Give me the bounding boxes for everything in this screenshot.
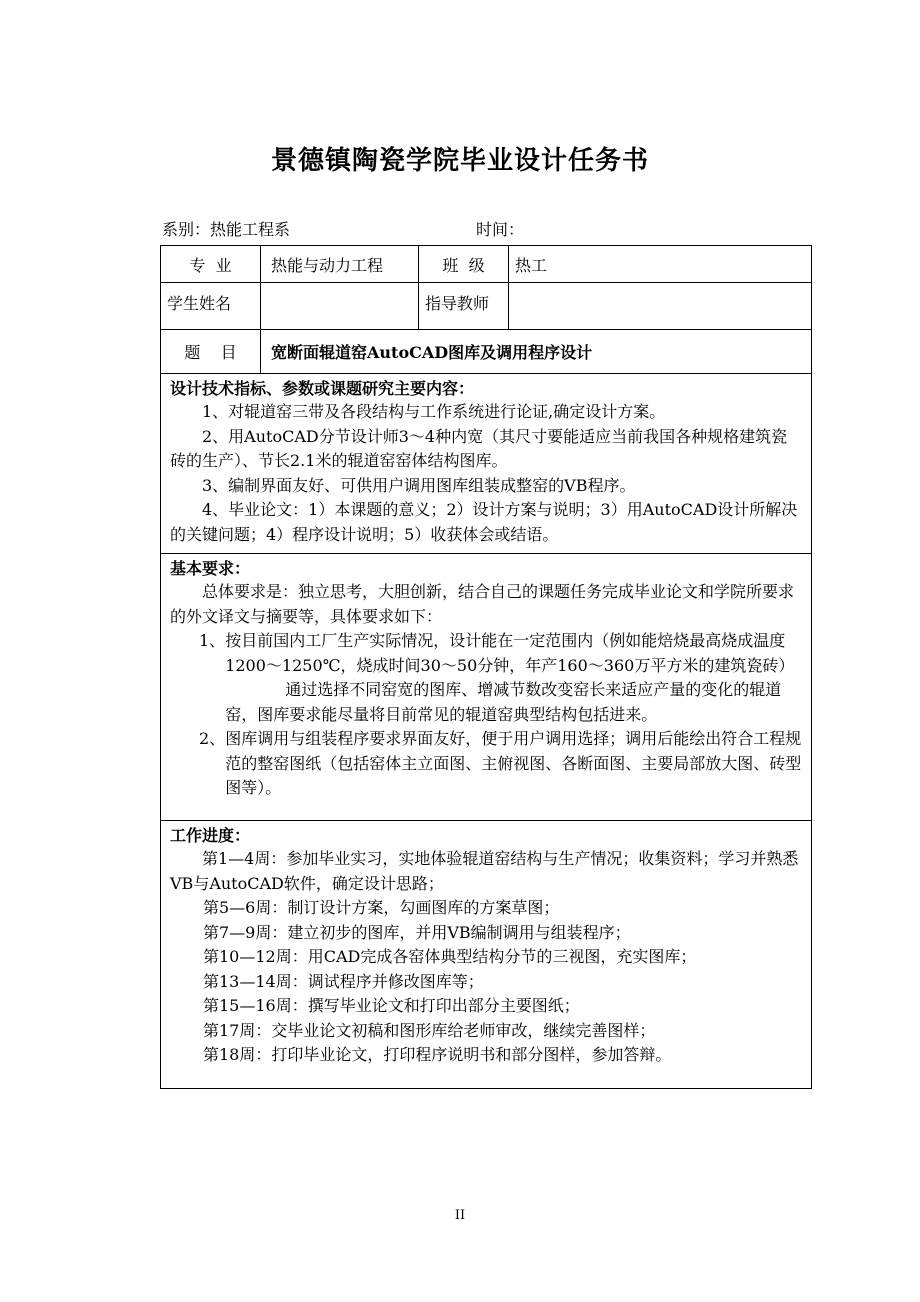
- content-heading: 设计技术指标、参数或课题研究主要内容：: [170, 379, 475, 398]
- schedule-item: 第7—9周：建立初步的图库，并用VB编制调用与组装程序；: [203, 922, 631, 942]
- schedule-item: 第13—14周：调试程序并修改图库等；: [203, 971, 484, 991]
- class-label: 班 级: [419, 246, 509, 282]
- table-row-student: [161, 283, 811, 330]
- department-label: 系别：热能工程系: [162, 220, 291, 239]
- time-label: 时间：: [476, 220, 525, 239]
- major-label: 专 业: [161, 246, 261, 282]
- student-label: 学生姓名: [161, 283, 261, 329]
- requirement-text-a: 按目前国内工厂生产实际情况，设计能在一定范围内（例如能焙烧最高烧成温度1200～1250℃，烧成时间30～50分钟，年产160～360万平方米的建筑瓷砖）: [225, 631, 795, 675]
- content-item: 3、编制界面友好、可供用户调用图库组装成整窑的VB程序。: [202, 475, 636, 495]
- student-value: [261, 283, 419, 329]
- requirement-text-b: 通过选择不同窑宽的图库、增减节数改变窑长来适应产量的变化的辊道窑，图库要求能尽量将目前常见的辊道窑典型结构包括进来。: [225, 680, 782, 724]
- page-number: II: [454, 1208, 466, 1223]
- schedule-item: 第18周：打印毕业论文，打印程序说明书和部分图样，参加答辩。: [203, 1045, 672, 1064]
- advisor-value: [509, 283, 811, 329]
- schedule-item: 第1—4周：参加毕业实习，实地体验辊道窑结构与生产情况；收集资料；学习并熟悉VB与AutoCAD软件，确定设计思路；: [170, 849, 799, 893]
- requirement-text: [225, 629, 803, 727]
- requirement-item: [199, 727, 803, 801]
- requirements-intro: 总体要求是：独立思考，大胆创新，结合自己的课题任务完成毕业论文和学院所要求的外文译文与摘要等，具体要求如下：: [170, 582, 795, 626]
- schedule-item: 第10—12周：用CAD完成各窑体典型结构分节的三视图，充实图库；: [203, 947, 697, 966]
- requirements-heading: 基本要求：: [170, 559, 251, 578]
- schedule-heading: 工作进度：: [170, 826, 251, 845]
- requirement-text: 图库调用与组装程序要求界面友好，便于用户调用选择；调用后能绘出符合工程规范的整窑图纸（包括窑体主立面图、主俯视图、各断面图、主要局部放大图、砖型图等）。: [225, 729, 802, 797]
- table-row-topic: [161, 330, 811, 374]
- content-item: 1、对辊道窑三带及各段结构与工作系统进行论证,确定设计方案。: [202, 402, 666, 421]
- table-row-major: [161, 246, 811, 283]
- schedule-item: 第15—16周：撰写毕业论文和打印出部分主要图纸；: [203, 996, 580, 1015]
- task-table: [160, 245, 812, 1089]
- content-section: [161, 374, 811, 554]
- requirement-number: 2、: [199, 729, 226, 748]
- schedule-item: 第17周：交毕业论文初稿和图形库给老师审改，继续完善图样；: [203, 1020, 656, 1040]
- major-value: 热能与动力工程: [261, 246, 419, 282]
- topic-value: 宽断面辊道窑AutoCAD图库及调用程序设计: [271, 343, 593, 362]
- requirement-number: 1、: [199, 631, 226, 650]
- content-item: 4、毕业论文：1）本课题的意义；2）设计方案与说明；3）用AutoCAD设计所解决的关键问题；4）程序设计说明；5）收获体会或结语。: [170, 500, 798, 544]
- schedule-section: [161, 821, 811, 1088]
- content-item: 2、用AutoCAD分节设计师3～4种内宽（其尺寸要能适应当前我国各种规格建筑瓷砖的生产）、节长2.1米的辊道窑窑体结构图库。: [170, 426, 788, 470]
- requirement-item: [199, 629, 803, 727]
- class-value: 热工: [515, 255, 548, 275]
- advisor-label: 指导教师: [419, 283, 509, 329]
- page-title: 景德镇陶瓷学院毕业设计任务书: [270, 146, 649, 176]
- requirements-section: [161, 554, 811, 821]
- schedule-item: 第5—6周：制订设计方案，勾画图库的方案草图；: [203, 898, 560, 917]
- topic-label: 题 目: [161, 330, 261, 373]
